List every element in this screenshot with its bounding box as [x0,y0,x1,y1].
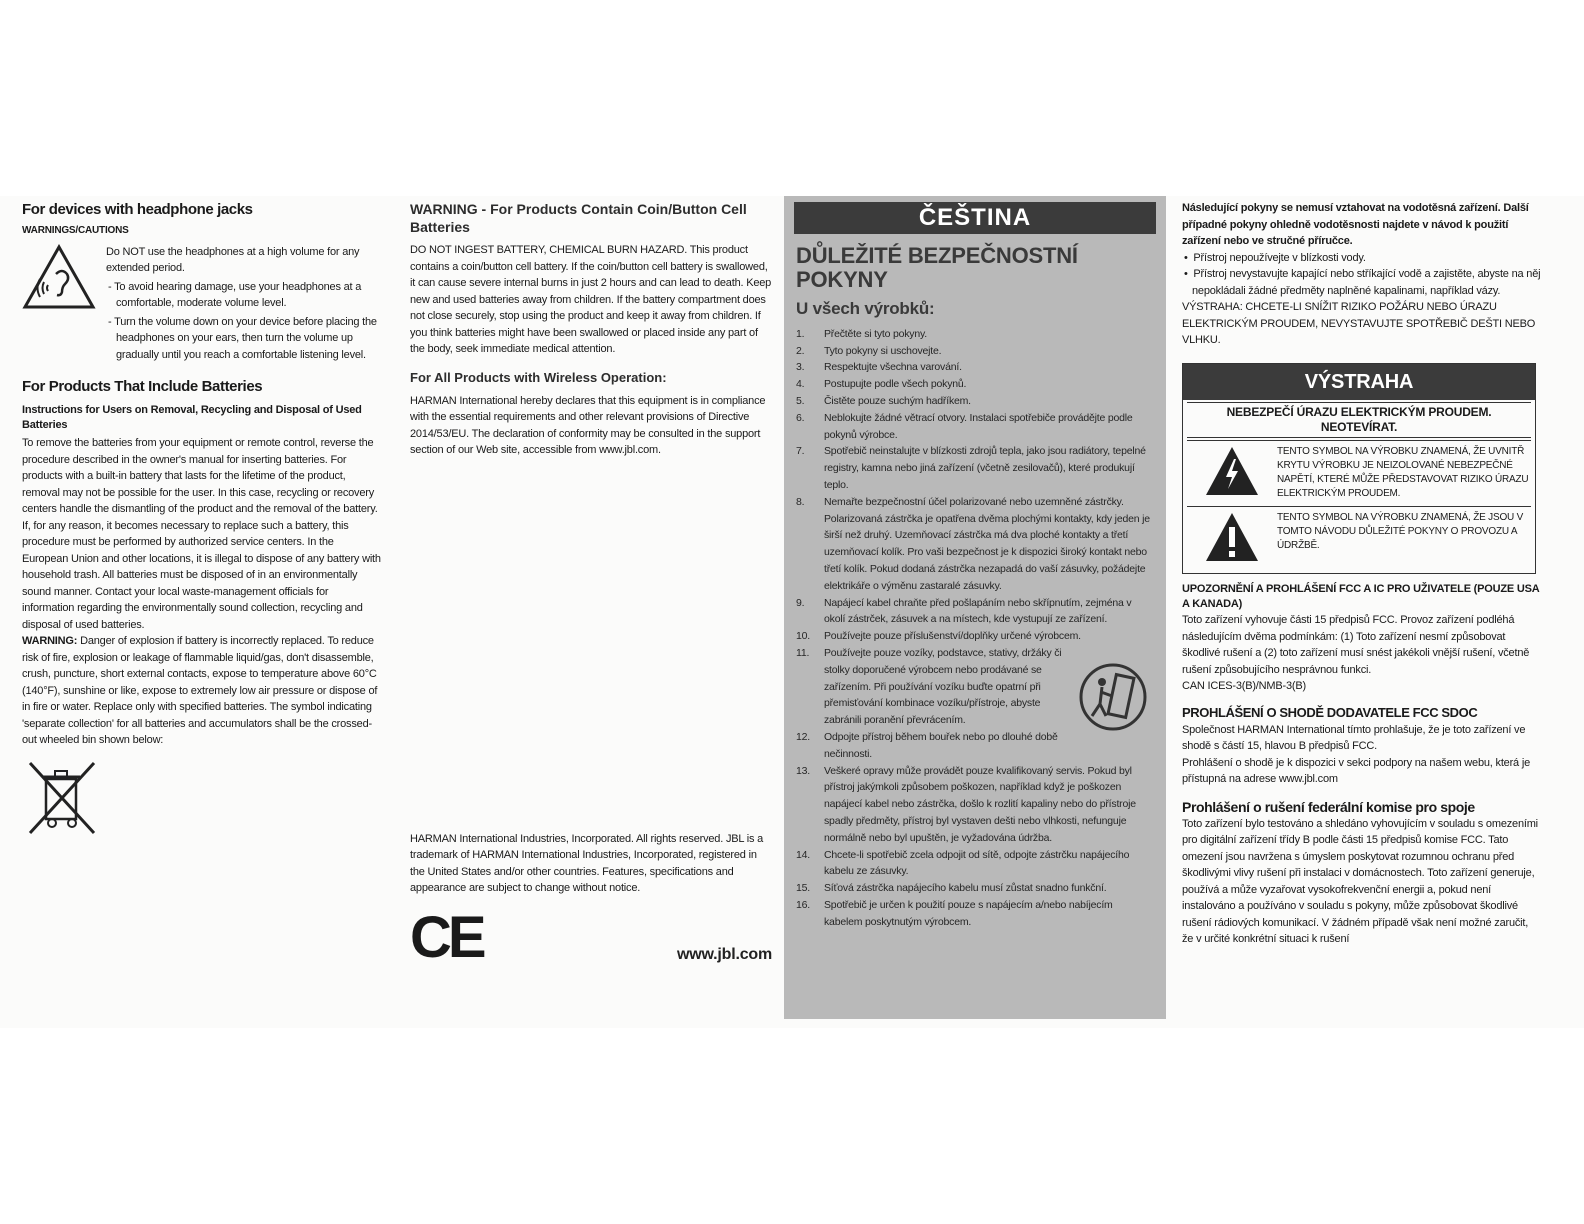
lightning-warning-icon [1187,445,1277,503]
caution-text: VÝSTRAHA: CHCETE-LI SNÍŽIT RIZIKO POŽÁRU NEBO ÚRAZU ELEKTRICKÝM PROUDEM, NEVYSTAVUJTE SPOTŘEBIČ DEŠTI NEBO VLHKU. [1182,301,1536,346]
crossed-bin-icon [22,757,382,843]
battery-warning-text: Danger of explosion if battery is incorrectly replaced. To reduce risk of fire, explosion or leakage of flammable liquid/gas, don't disassemble, crush, puncture, short external contacts, expose to temperature above 60°C (140°F), sunshine or like, expose to extremely low air pressure or dispose of in fire or water. Replace only with specified batteries. The symbol indicating 'separate collection' for all batteries and accumulators shall be the crossed-out wheeled bin shown below: [22,635,378,747]
list-item: 9. Napájecí kabel chraňte před pošlapáním nebo skřípnutím, zejména v okolí zástrček, zásuvek a na místech, kde vystupují ze zařízení. [796,596,1132,626]
hearing-warning-icon [22,244,106,366]
sdoc-heading: PROHLÁŠENÍ O SHODĚ DODAVATELE FCC SDOC [1182,704,1478,720]
bullet-item: • Přístroj nepoužívejte v blízkosti vody. [1184,251,1366,264]
copyright-text: HARMAN International Industries, Incorporated. All rights reserved. JBL is a trademark of HARMAN International Industries, Incorporated, registered in the United States and/or other countries. Features, specifications and appearance are subject to change without notice. [410,832,764,895]
list-item: 13. Veškeré opravy může provádět pouze kvalifikovaný servis. Pokud byl přístroj jakýmkoli způsobem poškozen, například když je poškozen napájecí kabel nebo zástrčka, došlo k rozlití kapaliny nebo do přístroje spadly předměty, přístroj byl vystaven dešti nebo vlhkosti, nefunguje normálně nebo byl upuštěn, je vyžadována údržba. [796,764,1136,844]
list-item: 1. Přečtěte si tyto pokyny. [796,327,927,340]
hp-line-2: - To avoid hearing damage, use your headphones at a comfortable, moderate volume level. [108,280,362,309]
shock-warning-box [1182,363,1536,574]
bullet-item: • Přístroj nevystavujte kapající nebo stříkající vodě a zajistěte, abyste na něj nepokládali žádné předměty naplněné kapalinami, například vázy. [1184,268,1541,297]
list-item: 12. Odpojte přístroj během bouřek nebo po dlouhé době nečinnosti. [796,731,1058,760]
list-item: 10. Používejte pouze příslušenství/doplňky určené výrobcem. [796,630,1081,643]
warning-row-2-text: TENTO SYMBOL NA VÝROBKU ZNAMENÁ, ŽE JSOU V TOMTO NÁVODU DŮLEŽITÉ POKYNY O PROVOZU A ÚDRŽBĚ. [1277,512,1524,551]
safety-title: DŮLEŽITÉ BEZPEČNOSTNÍ POKYNY [796,243,1078,293]
list-item: 16. Spotřebič je určen k použití pouze s napájecím a/nebo nabíjecím kabelem poskytnutým výrobcem. [796,898,1113,928]
column-czech-2 [1182,200,1542,948]
list-item: 7. Spotřebič neinstalujte v blízkosti zdrojů tepla, jako jsou radiátory, tepelné registry, kamna nebo jiná zařízení (včetně zesilovačů), které produkují teplo. [796,445,1146,492]
battery-removal-text: To remove the batteries from your equipment or remote control, reverse the procedure described in the owner's manual for inserting batteries. For products with a built-in battery that lasts for the lifetime of the product, removal may not be possible for the user. In this case, recycling or recovery centers handle the dismantling of the product and the removal of the battery. If, for any reason, it becomes necessary to replace such a battery, this procedure must be performed by authorized service centers. In the European Union and other locations, it is illegal to dispose of any battery with household trash. All batteries must be disposed of in an environmentally sound manner. Contact your local waste-management officials for information regarding the environmentally sound collection, recycling and disposal of used batteries. [22,437,381,631]
list-item: 5. Čistěte pouze suchým hadříkem. [796,395,971,408]
instructions-heading: Instructions for Users on Removal, Recycling and Disposal of Used Batteries [22,403,362,431]
safety-list [784,326,1166,931]
list-item: 6. Neblokujte žádné větrací otvory. Instalaci spotřebiče provádějte podle pokynů výrobce. [796,411,1133,441]
list-item: 11. Používejte pouze vozíky, podstavce, stativy, držáky či stolky doporučené výrobcem nebo prodávané se zařízením. Při používání vozíku buďte opatrní při přemisťování kombinace vozíku/přístroje, abyste zabránili poranění převrácením. [796,647,1062,727]
fcc-interference-heading: Prohlášení o rušení federální komise pro spoje [1182,798,1475,815]
list-item: 3. Respektujte všechna varování. [796,361,962,374]
column-english-2 [410,200,772,970]
warning-row-1-text: TENTO SYMBOL NA VÝROBKU ZNAMENÁ, ŽE UVNITŘ KRYTU VÝROBKU JE NEIZOLOVANÉ NEBEZPEČNÉ NAPĚTÍ, KTERÉ MŮŽE PŘEDSTAVOVAT RIZIKO ÚRAZU ELEKTRICKÝM PROUDEM. [1277,445,1529,499]
cart-tip-over-icon [1078,662,1148,738]
warning-box-subtitle: NEBEZPEČÍ ÚRAZU ELEKTRICKÝM PROUDEM. NEOTEVÍRAT. [1187,402,1531,438]
hp-line-3: - Turn the volume down on your device before placing the headphones on your ears, then turn the volume up gradually until you reach a comfortable listening level. [108,315,377,361]
waterproof-intro: Následující pokyny se nemusí vztahovat na vodotěsná zařízení. Další případné pokyny ohledně vodotěsnosti najdete v návod k použití zařízení nebo ve stručné příručce. [1182,202,1529,247]
safety-subtitle: U všech výrobků: [796,299,935,319]
exclamation-warning-icon [1187,511,1277,569]
column-czech-safety [784,196,1166,1019]
fcc-interference-text: Toto zařízení bylo testováno a shledáno vyhovujícím v souladu s omezeními pro digitální zařízení třídy B podle části 15 předpisů komise FCC. Tato omezení jsou navržena s úmyslem poskytovat rozumnou ochranu před škodlivými vlivy rušení při instalaci v domácnostech. Toto zařízení generuje, používá a může vyzařovat vysokofrekvenční energii a, pokud není instalováno a používáno v souladu s pokyny, může způsobovat škodlivé rušení rádiových komunikací. V žádném případě však není možné zaručit, že v určité konkrétní situaci k rušení [1182,817,1538,946]
warning-box-title: VÝSTRAHA [1183,364,1535,400]
list-item: 15. Síťová zástrčka napájecího kabelu musí zůstat snadno funkční. [796,882,1107,895]
list-item: 14. Chcete-li spotřebič zcela odpojit od sítě, odpojte zástrčku napájecího kabelu ze zásuvky. [796,848,1130,878]
can-ices-text: CAN ICES-3(B)/NMB-3(B) [1182,680,1306,693]
fcc-text: Toto zařízení vyhovuje části 15 předpisů FCC. Provoz zařízení podléhá následujícím dvěma podmínkám: (1) Toto zařízení nesmí způsobovat škodlivé rušení a (2) toto zařízení musí snést jakékoli vnější rušení, včetně rušení způsobujícího nesprávnou funkci. [1182,614,1530,676]
column-english-1 [22,200,382,842]
wireless-text: HARMAN International hereby declares that this equipment is in compliance with the essential requirements and other relevant provisions of Directive 2014/53/EU. The declaration of conformity may be consulted in the support section of our Web site, accessible from www.jbl.com. [410,394,766,457]
website-link[interactable]: www.jbl.com [677,945,772,963]
coin-cell-heading: WARNING - For Products Contain Coin/Button Cell Batteries [410,201,747,236]
list-item: 8. Nemařte bezpečnostní účel polarizované nebo uzemněné zástrčky. Polarizovaná zástrčka je opatřena dvěma plochými kontakty, kdy jeden je širší než druhý. Uzemňovací zástrčka má dva ploché kontakty a třetí uzemňovací kolík. Pro vaši bezpečnost je k dispozici široký kontakt nebo třetí kolík. Pokud dodaná zástrčka nezapadá do vaší zásuvky, požádejte elektrikáře o výměnu zastaralé zásuvky. [796,495,1150,592]
list-item: 2. Tyto pokyny si uschovejte. [796,344,942,357]
batteries-heading: For Products That Include Batteries [22,378,263,395]
warnings-label: WARNINGS/CAUTIONS [22,224,129,236]
wireless-heading: For All Products with Wireless Operation: [410,369,667,385]
sdoc-text-1: Společnost HARMAN International tímto prohlašuje, že je toto zařízení ve shodě s částí 15, hlavou B předpisů FCC. [1182,723,1526,753]
fcc-heading: UPOZORNĚNÍ A PROHLÁŠENÍ FCC A IC PRO UŽIVATELE (POUZE USA A KANADA) [1182,582,1540,610]
warning-label: WARNING: [22,635,78,648]
language-banner: ČEŠTINA [794,202,1156,234]
sdoc-text-2: Prohlášení o shodě je k dispozici v sekci podpory na našem webu, která je přístupná na adrese www.jbl.com [1182,756,1530,786]
coin-cell-text: DO NOT INGEST BATTERY, CHEMICAL BURN HAZARD. This product contains a coin/button cell battery. If the coin/button cell battery is swallowed, it can cause severe internal burns in just 2 hours and can lead to death. Keep new and used batteries away from children. If the battery compartment does not close securely, stop using the product and keep it away from children. If you think batteries might have been swallowed or placed inside any part of the body, seek immediate medical attention. [410,244,772,356]
headphone-heading: For devices with headphone jacks [22,201,253,218]
battery-warning-paragraph [22,633,382,749]
hp-line-1: Do NOT use the headphones at a high volume for any extended period. [106,245,360,274]
ce-mark: CE [410,904,483,970]
list-item: 4. Postupujte podle všech pokynů. [796,378,967,391]
